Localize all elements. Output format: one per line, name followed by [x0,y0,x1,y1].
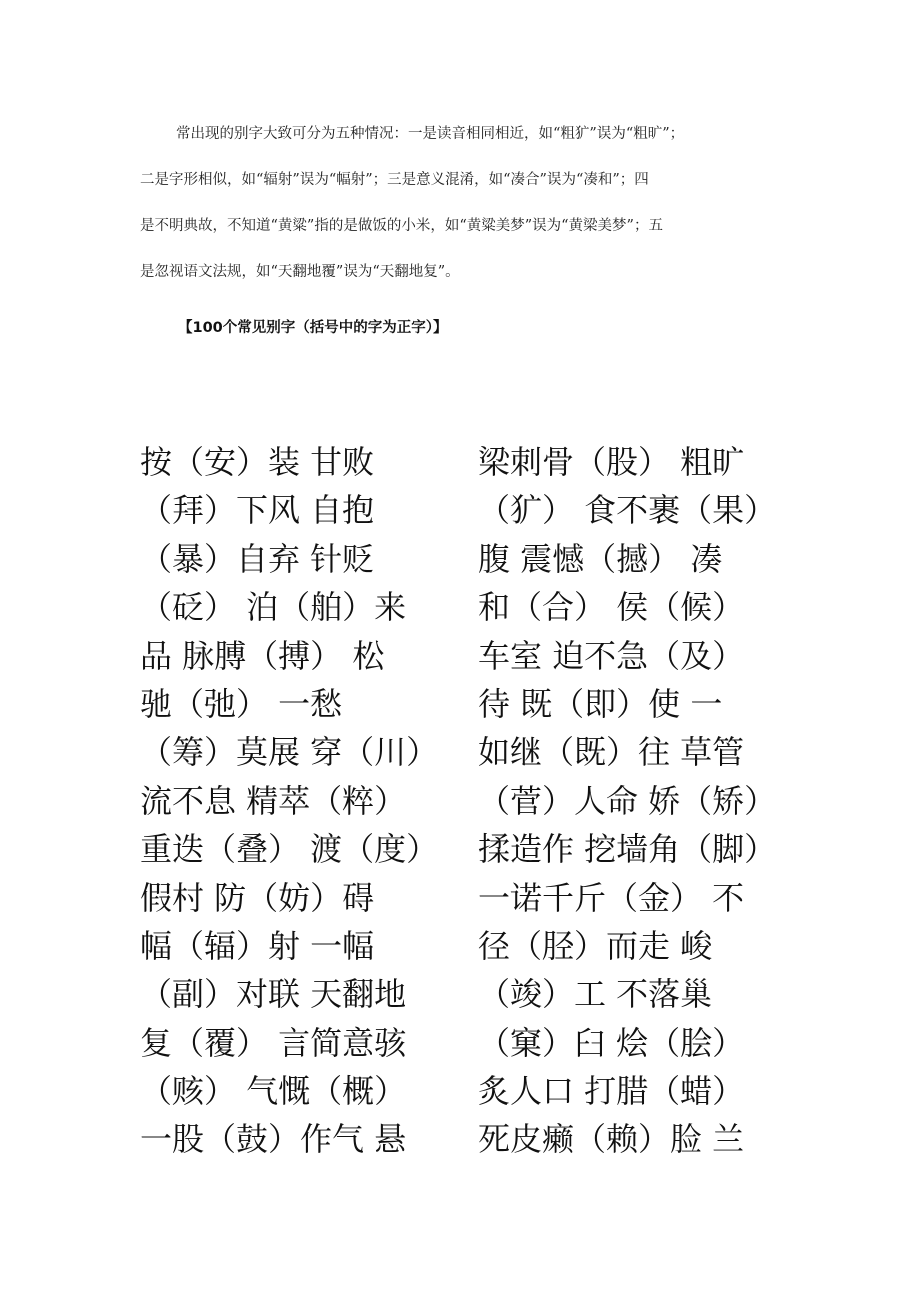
word-line: 驰（弛） 一愁 [140,684,343,723]
intro-line: 常出现的别字大致可分为五种情况：一是读音相同相近，如“粗犷”误为“粗旷”； [176,126,685,142]
word-line: 复（覆） 言简意骇 [140,1023,407,1062]
word-line: （竣）工 不落巢 [478,975,713,1014]
word-line: 重迭（叠） 渡（度） [140,830,439,869]
word-line: 揉造作 挖墙角（脚） [478,830,777,869]
word-line: （暴）自弃 针贬 [140,539,375,578]
word-line: 一股（鼓）作气 悬 [140,1120,407,1159]
intro-line: 是不明典故，不知道“黄粱”指的是做饭的小米，如“黄粱美梦”误为“黄梁美梦”；五 [140,218,663,234]
word-line: （拜）下风 自抱 [140,491,375,530]
word-line: 车室 迫不急（及） [478,636,745,675]
section-heading: 【100个常见别字（括号中的字为正字）】 [178,320,448,336]
word-line: （筹）莫展 穿（川） [140,733,439,772]
word-line: 和（合） 侯（候） [478,588,745,627]
word-line: （砭） 泊（舶）来 [140,588,407,627]
word-list-right-column [478,438,798,1164]
intro-line: 是忽视语文法规，如“天翻地覆”误为“天翻地复”。 [140,264,460,280]
word-line: 腹 震憾（撼） 凑 [478,539,723,578]
word-line: 品 脉膊（搏） 松 [140,636,385,675]
word-line: （副）对联 天翻地 [140,975,407,1014]
word-line: 径（胫）而走 峻 [478,926,713,965]
word-line: 幅（辐）射 一幅 [140,926,375,965]
word-line: 按（安）装 甘败 [140,443,375,481]
word-line: 如继（既）往 草管 [478,733,745,772]
word-line: 假村 防（妨）碍 [140,878,375,917]
word-line: 死皮癞（赖）脸 兰 [478,1120,745,1159]
word-list-left-column [140,438,470,1164]
word-line: （窠）臼 烩（脍） [478,1023,745,1062]
word-line: 炙人口 打腊（蜡） [478,1072,745,1111]
word-line: 梁刺骨（股） 粗旷 [478,443,745,481]
word-line: 一诺千斤（金） 不 [478,878,745,917]
word-line: （菅）人命 娇（矫） [478,781,777,820]
word-line: 待 既（即）使 一 [478,684,723,723]
word-line: （赅） 气慨（概） [140,1072,407,1111]
word-line: （犷） 食不裹（果） [478,491,777,530]
intro-paragraph [140,118,780,302]
word-line: 流不息 精萃（粹） [140,781,407,820]
intro-line: 二是字形相似，如“辐射”误为“幅射”；三是意义混淆，如“凑合”误为“凑和”；四 [140,172,649,188]
